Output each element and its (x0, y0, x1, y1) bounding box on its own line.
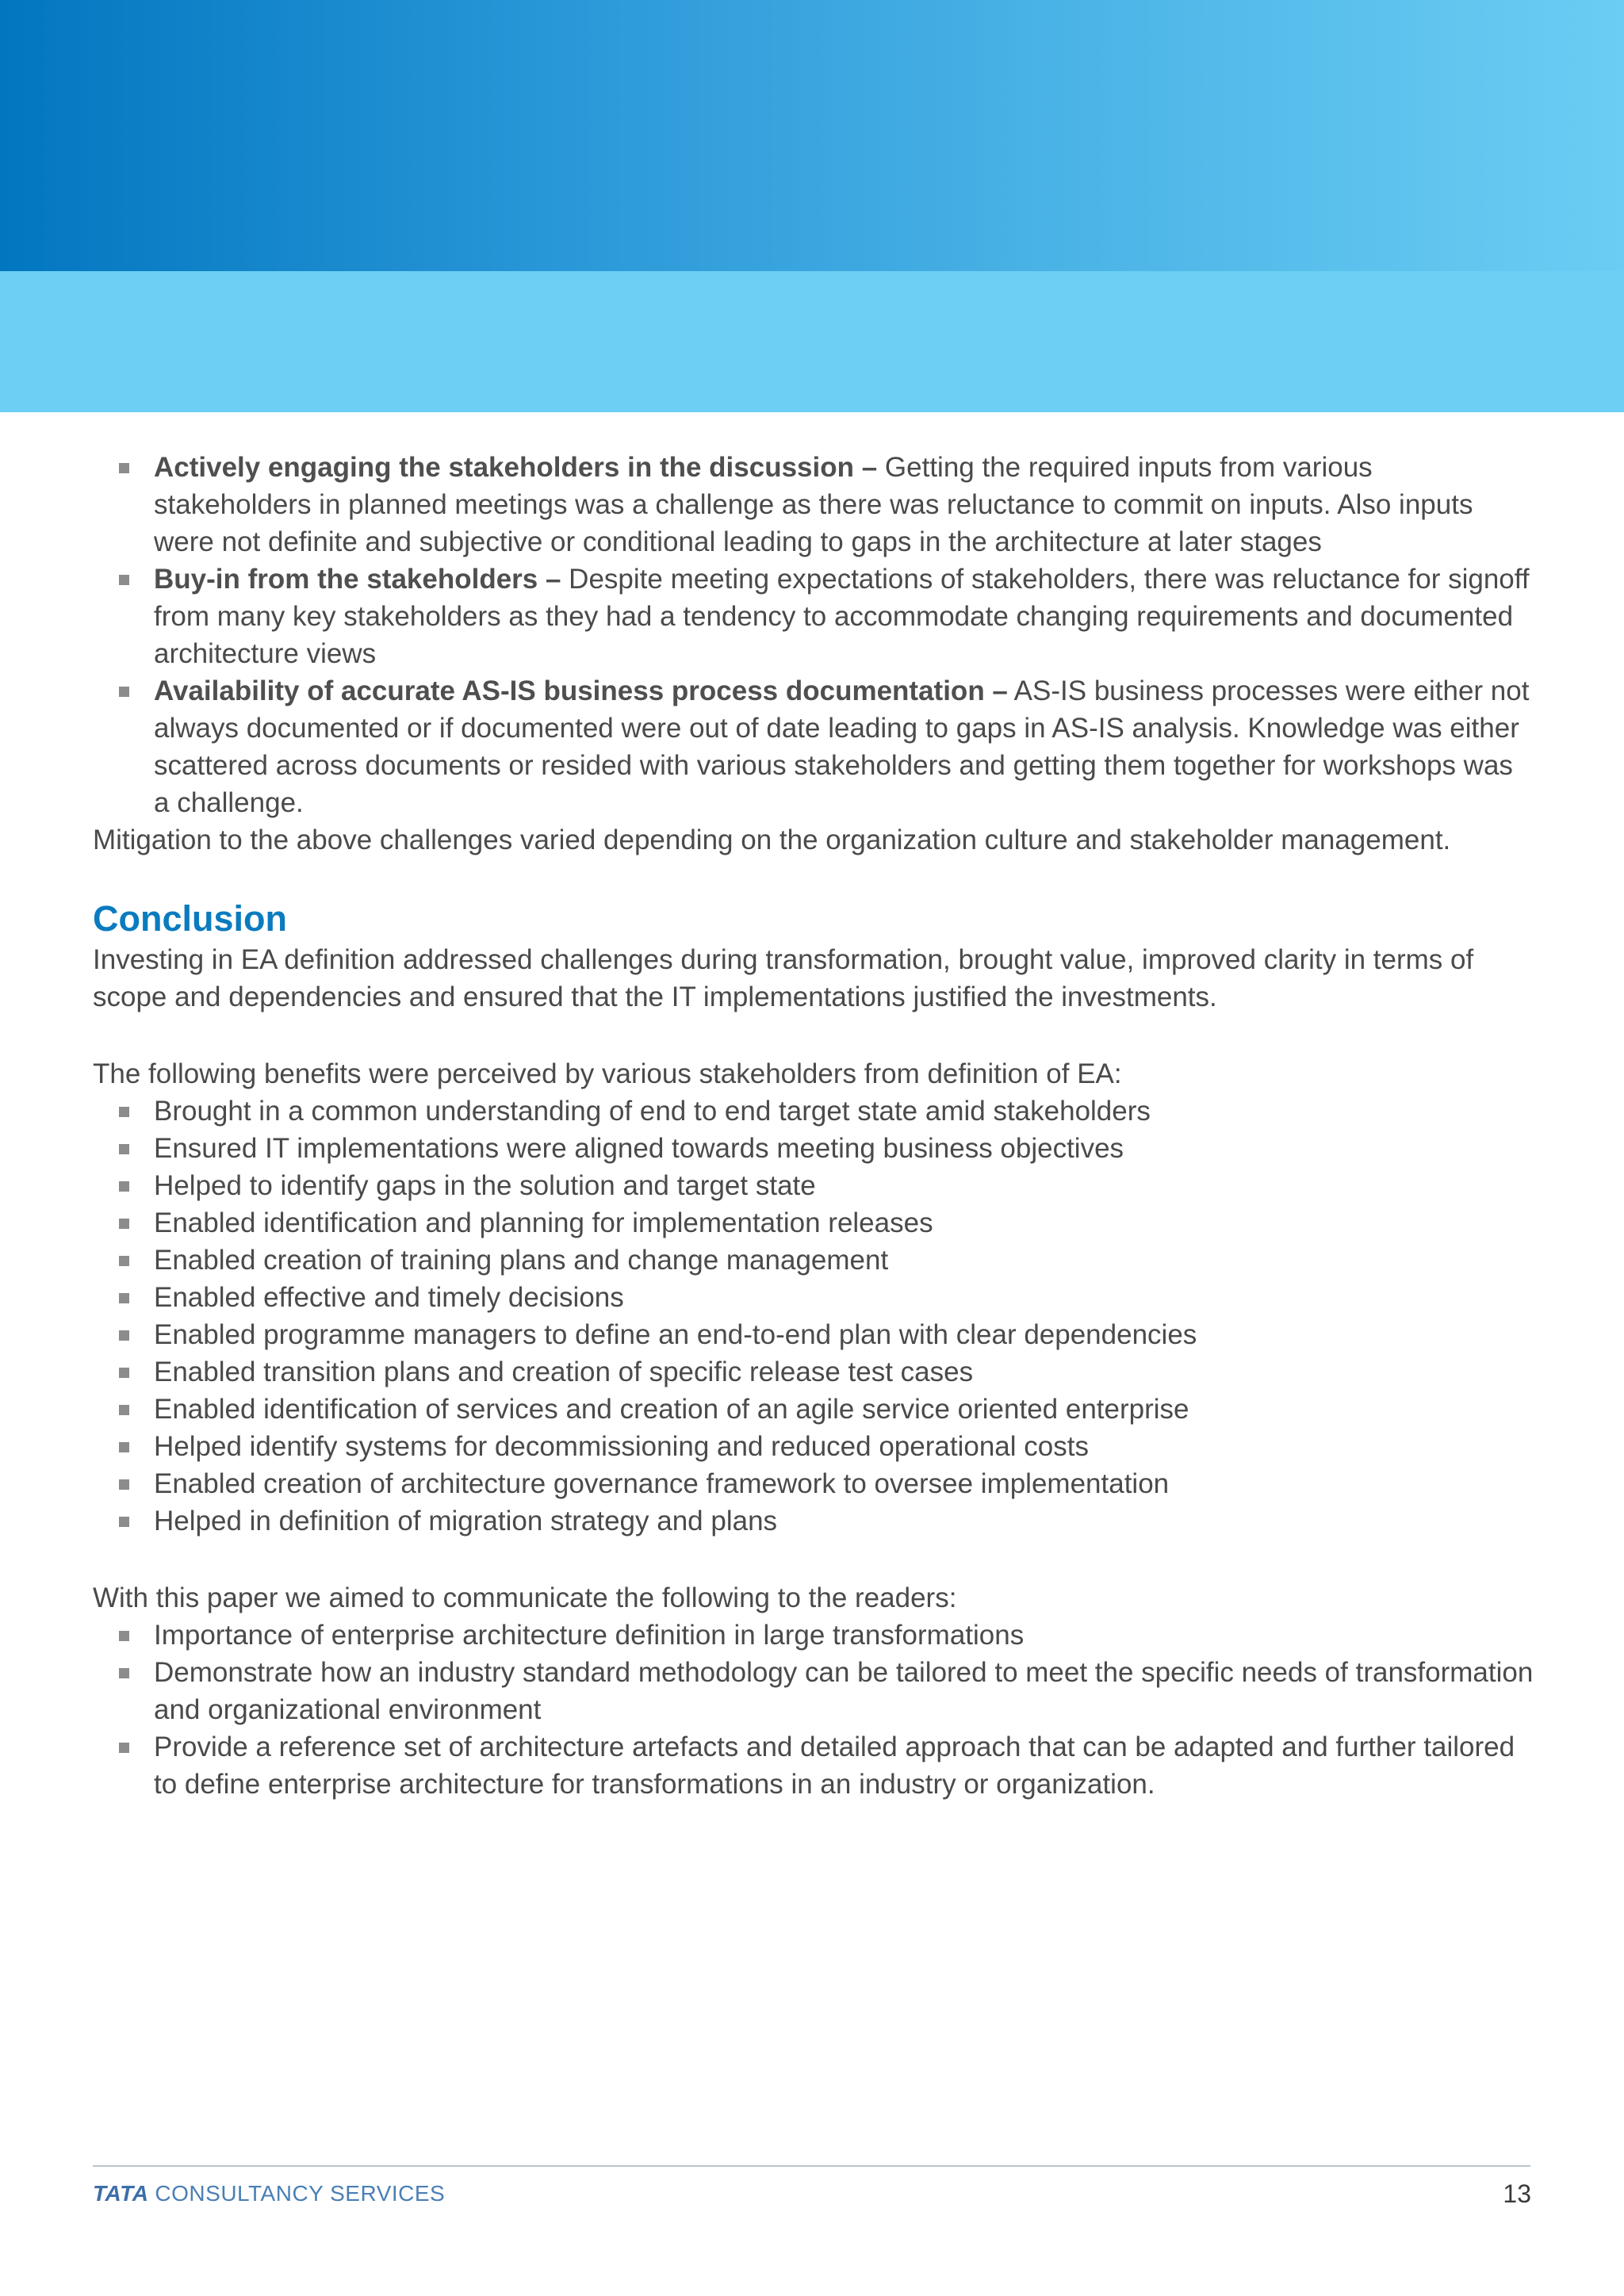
challenge-lead: Actively engaging the stakeholders in the discussion – (154, 452, 878, 483)
challenge-lead: Availability of accurate AS-IS business process documentation – (154, 675, 1008, 706)
list-item (154, 561, 1536, 672)
conclusion-intro-paragraph: Investing in EA definition addressed challenges during transformation, brought value, improved clarity in terms of scope and dependencies and ensured that the IT implementations justified the investments. (93, 944, 1474, 1012)
benefit-text: Brought in a common understanding of end to end target state amid stakeholders (154, 1096, 1151, 1127)
benefit-text: Enabled identification and planning for implementation releases (154, 1207, 933, 1238)
challenge-text: Despite meeting expectations of stakeholders, there was reluctance for signoff from many key stakeholders as they had a tendency to accommodate changing requirements and documented architecture views (154, 564, 1530, 669)
list-item (154, 1654, 1536, 1728)
paragraph-gap (93, 1540, 1536, 1579)
list-item (154, 1167, 1536, 1204)
list-item (154, 1728, 1536, 1803)
square-bullet-icon (119, 1219, 129, 1229)
list-item (154, 1502, 1536, 1540)
list-item (154, 1316, 1536, 1353)
paragraph-gap (93, 1016, 1536, 1055)
square-bullet-icon (119, 1293, 129, 1303)
benefit-text: Enabled effective and timely decisions (154, 1282, 624, 1313)
mitigation-paragraph: Mitigation to the above challenges varied depending on the organization culture and stakeholder management. (93, 825, 1451, 855)
square-bullet-icon (119, 575, 129, 585)
square-bullet-icon (119, 1405, 129, 1415)
square-bullet-icon (119, 1442, 129, 1452)
benefit-text: Helped to identify gaps in the solution and target state (154, 1170, 816, 1201)
square-bullet-icon (119, 1517, 129, 1527)
challenges-list (93, 449, 1536, 821)
aims-intro-paragraph: With this paper we aimed to communicate the following to the readers: (93, 1582, 957, 1613)
square-bullet-icon (119, 1368, 129, 1378)
square-bullet-icon (119, 1631, 129, 1641)
square-bullet-icon (119, 1181, 129, 1192)
square-bullet-icon (119, 1256, 129, 1266)
company-logo (93, 2180, 445, 2207)
challenge-text: AS-IS business processes were either not always documented or if documented were out of date leading to gaps in AS-IS analysis. Knowledge was either scattered across documents or resided with various stakeholders and getting them together for workshops was a challenge. (154, 675, 1530, 818)
square-bullet-icon (119, 687, 129, 697)
section-heading: Conclusion (93, 898, 287, 939)
logo-text: CONSULTANCY SERVICES (155, 2181, 446, 2206)
square-bullet-icon (119, 463, 129, 473)
challenge-text: Getting the required inputs from various stakeholders in planned meetings was a challenge as there was reluctance to commit on inputs. Also inputs were not definite and subjective or conditional leading to gaps in the architecture at later stages (154, 452, 1473, 557)
aim-text: Importance of enterprise architecture definition in large transformations (154, 1620, 1025, 1651)
benefit-text: Enabled identification of services and creation of an agile service oriented enterprise (154, 1394, 1189, 1425)
benefit-text: Helped in definition of migration strategy and plans (154, 1506, 778, 1536)
logo-mark: TATA (93, 2181, 149, 2206)
header-banner-gradient (0, 0, 1624, 271)
square-bullet-icon (119, 1479, 129, 1490)
list-item (154, 1130, 1536, 1167)
header-banner (0, 0, 1624, 412)
square-bullet-icon (119, 1107, 129, 1117)
list-item (154, 1279, 1536, 1316)
benefit-text: Helped identify systems for decommissioning and reduced operational costs (154, 1431, 1089, 1462)
list-item (154, 449, 1536, 561)
benefits-intro-paragraph: The following benefits were perceived by various stakeholders from definition of EA: (93, 1058, 1122, 1089)
page-number: 13 (1503, 2179, 1531, 2208)
list-item (154, 1242, 1536, 1279)
list-item (154, 1391, 1536, 1428)
list-item (154, 1465, 1536, 1502)
list-item (154, 1617, 1536, 1654)
list-item (154, 1204, 1536, 1242)
list-item (154, 1353, 1536, 1391)
aims-list (93, 1617, 1536, 1803)
benefit-text: Enabled programme managers to define an end-to-end plan with clear dependencies (154, 1319, 1197, 1350)
list-item (154, 1428, 1536, 1465)
square-bullet-icon (119, 1668, 129, 1678)
aim-text: Provide a reference set of architecture artefacts and detailed approach that can be adapted and further tailored to define enterprise architecture for transformations in an industry or organization. (154, 1732, 1515, 1800)
square-bullet-icon (119, 1144, 129, 1154)
aim-text: Demonstrate how an industry standard methodology can be tailored to meet the specific needs of transformation and organizational environment (154, 1657, 1534, 1725)
benefit-text: Enabled creation of architecture governance framework to oversee implementation (154, 1468, 1170, 1499)
benefit-text: Enabled transition plans and creation of specific release test cases (154, 1357, 974, 1387)
list-item (154, 1093, 1536, 1130)
challenge-lead: Buy-in from the stakeholders – (154, 564, 561, 595)
list-item (154, 672, 1536, 821)
footer-divider (93, 2165, 1530, 2167)
square-bullet-icon (119, 1743, 129, 1753)
benefit-text: Enabled creation of training plans and change management (154, 1245, 889, 1276)
benefit-text: Ensured IT implementations were aligned towards meeting business objectives (154, 1133, 1124, 1164)
benefits-list (93, 1093, 1536, 1540)
square-bullet-icon (119, 1330, 129, 1341)
page-content (93, 449, 1536, 1803)
